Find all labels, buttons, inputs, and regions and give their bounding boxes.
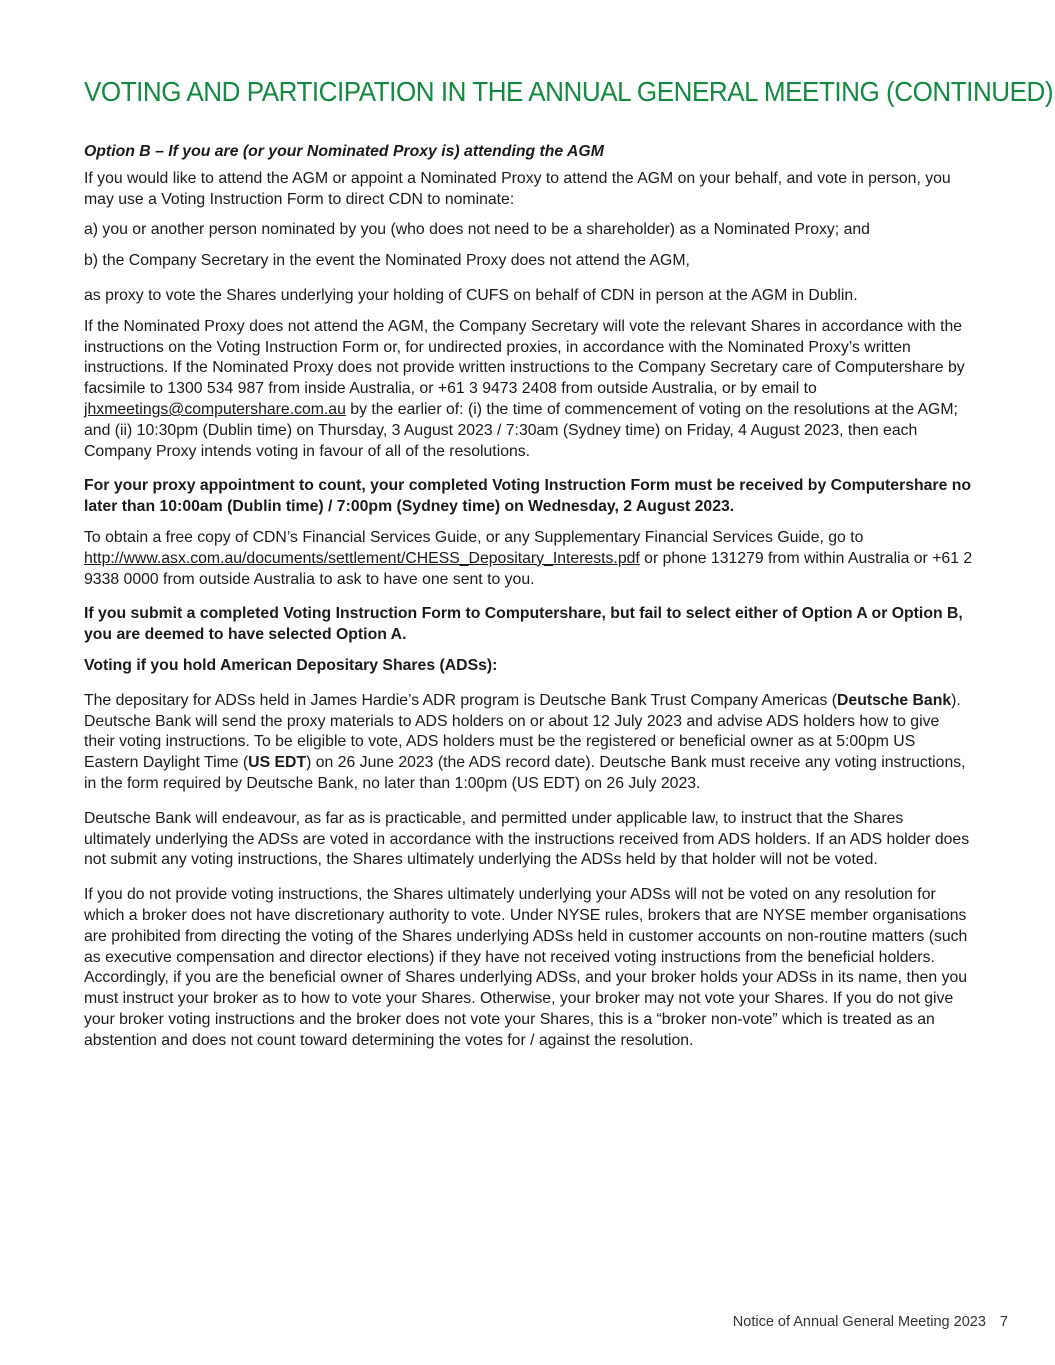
fsg-url-link[interactable]: http://www.asx.com.au/documents/settlement/CHESS_Depositary_Interests.pdf bbox=[84, 549, 640, 567]
page-footer bbox=[733, 1314, 1008, 1330]
ads-p1-text-a: The depositary for ADSs held in James Hardie’s ADR program is Deutsche Bank Trust Company Americas ( bbox=[84, 691, 838, 709]
option-b-item-b: b) the Company Secretary in the event the Nominated Proxy does not attend the AGM, bbox=[84, 252, 690, 270]
footer-doc-title: Notice of Annual General Meeting 2023 bbox=[732, 1314, 986, 1330]
option-b-as-proxy: as proxy to vote the Shares underlying your holding of CUFS on behalf of CDN in person at the AGM in Dublin. bbox=[84, 286, 858, 304]
page-title: VOTING AND PARTICIPATION IN THE ANNUAL GENERAL MEETING (CONTINUED) bbox=[84, 76, 1054, 107]
fsg-paragraph bbox=[84, 528, 974, 590]
fsg-text-2: or phone 131279 from within Australia or +61 2 9338 0000 from outside Australia to ask to have one sent to you. bbox=[84, 549, 973, 588]
ads-paragraph-2: Deutsche Bank will endeavour, as far as is practicable, and permitted under applicable law, to instruct that the Shares ultimately underlying the ADSs are voted in accordance with the instructions received from ADS holders. If an ADS holder does not submit any voting instructions, the Shares ultimately underlying the ADSs held by that holder will not be voted. bbox=[84, 809, 970, 869]
nominated-proxy-text-1: If the Nominated Proxy does not attend the AGM, the Company Secretary will vote the relevant Shares in accordance with the instructions on the Voting Instruction Form or, for undirected proxies, in accordance with the Nominated Proxy’s written instructions. If the Nominated Proxy does not provide written instructions to the Company Secretary care of Computershare by facsimile to 1300 534 987 from inside Australia, or +61 3 9473 2408 from outside Australia, or by email to bbox=[84, 317, 965, 398]
deadline-notice: For your proxy appointment to count, your completed Voting Instruction Form must be received by Computershare no later than 10:00am (Dublin time) / 7:00pm (Sydney time) on Wednesday, 2 August 2023. bbox=[84, 477, 972, 516]
page-number: 7 bbox=[999, 1314, 1008, 1330]
ads-paragraph-1 bbox=[84, 691, 974, 795]
nominated-proxy-paragraph bbox=[84, 317, 974, 463]
ads-p1-text-b: ). Deutsche Bank will send the proxy materials to ADS holders on or about 12 July 2023 and advise ADS holders how to give their voting instructions. To be eligible to vote, ADS holders must be the registered or beneficial owner as at 5:00pm US Eastern Daylight Time ( bbox=[84, 691, 961, 772]
ads-paragraph-3: If you do not provide voting instructions, the Shares ultimately underlying your ADSs will not be voted on any resolution for which a broker does not have discretionary authority to vote. Under NYSE rules, brokers that are NYSE member organisations are prohibited from directing the voting of the Shares underlying ADSs held in customer accounts on non-routine matters (such as executive compensation and director elections) if they have not received voting instructions from the beneficial holders. Accordingly, if you are the beneficial owner of Shares underlying ADSs, and your broker holds your ADSs in its name, then you must instruct your broker as to how to vote your Shares. Otherwise, your broker may not vote your Shares. If you do not give your broker voting instructions and the broker does not vote your Shares, this is a “broker non-vote” which is treated as an abstention and does not count toward determining the votes for / against the resolution. bbox=[84, 886, 968, 1049]
nominated-proxy-text-2: by the earlier of: (i) the time of commencement of voting on the resolutions at the AGM; and (ii) 10:30pm (Dublin time) on Thursday, 3 August 2023 / 7:30am (Sydney time) on Friday, 4 August 2023, then each Company Proxy intends voting in favour of all of the resolutions. bbox=[84, 400, 958, 460]
email-link[interactable]: jhxmeetings@computershare.com.au bbox=[84, 400, 346, 418]
ads-p1-deutsche-bank: Deutsche Bank bbox=[837, 691, 952, 709]
document-body bbox=[84, 142, 974, 1051]
option-b-heading: Option B – If you are (or your Nominated Proxy is) attending the AGM bbox=[84, 143, 604, 160]
ads-p1-text-c: ) on 26 June 2023 (the ADS record date). Deutsche Bank must receive any voting instructions, in the form required by Deutsche Bank, no later than 1:00pm (US EDT) on 26 July 2023. bbox=[84, 754, 966, 792]
fsg-text-1: To obtain a free copy of CDN’s Financial Services Guide, or any Supplementary Financial Services Guide, go to bbox=[84, 528, 864, 546]
option-b-intro: If you would like to attend the AGM or appoint a Nominated Proxy to attend the AGM on your behalf, and vote in person, you may use a Voting Instruction Form to direct CDN to nominate: bbox=[84, 169, 951, 208]
ads-p1-us-edt: US EDT bbox=[248, 754, 307, 772]
default-option-notice: If you submit a completed Voting Instruction Form to Computershare, but fail to select either of Option A or Option B, you are deemed to have selected Option A. bbox=[84, 605, 963, 644]
option-b-item-a: a) you or another person nominated by you (who does not need to be a shareholder) as a Nominated Proxy; and bbox=[84, 221, 870, 239]
ads-heading: Voting if you hold American Depositary Shares (ADSs): bbox=[84, 656, 498, 674]
page-content bbox=[84, 72, 1054, 1061]
